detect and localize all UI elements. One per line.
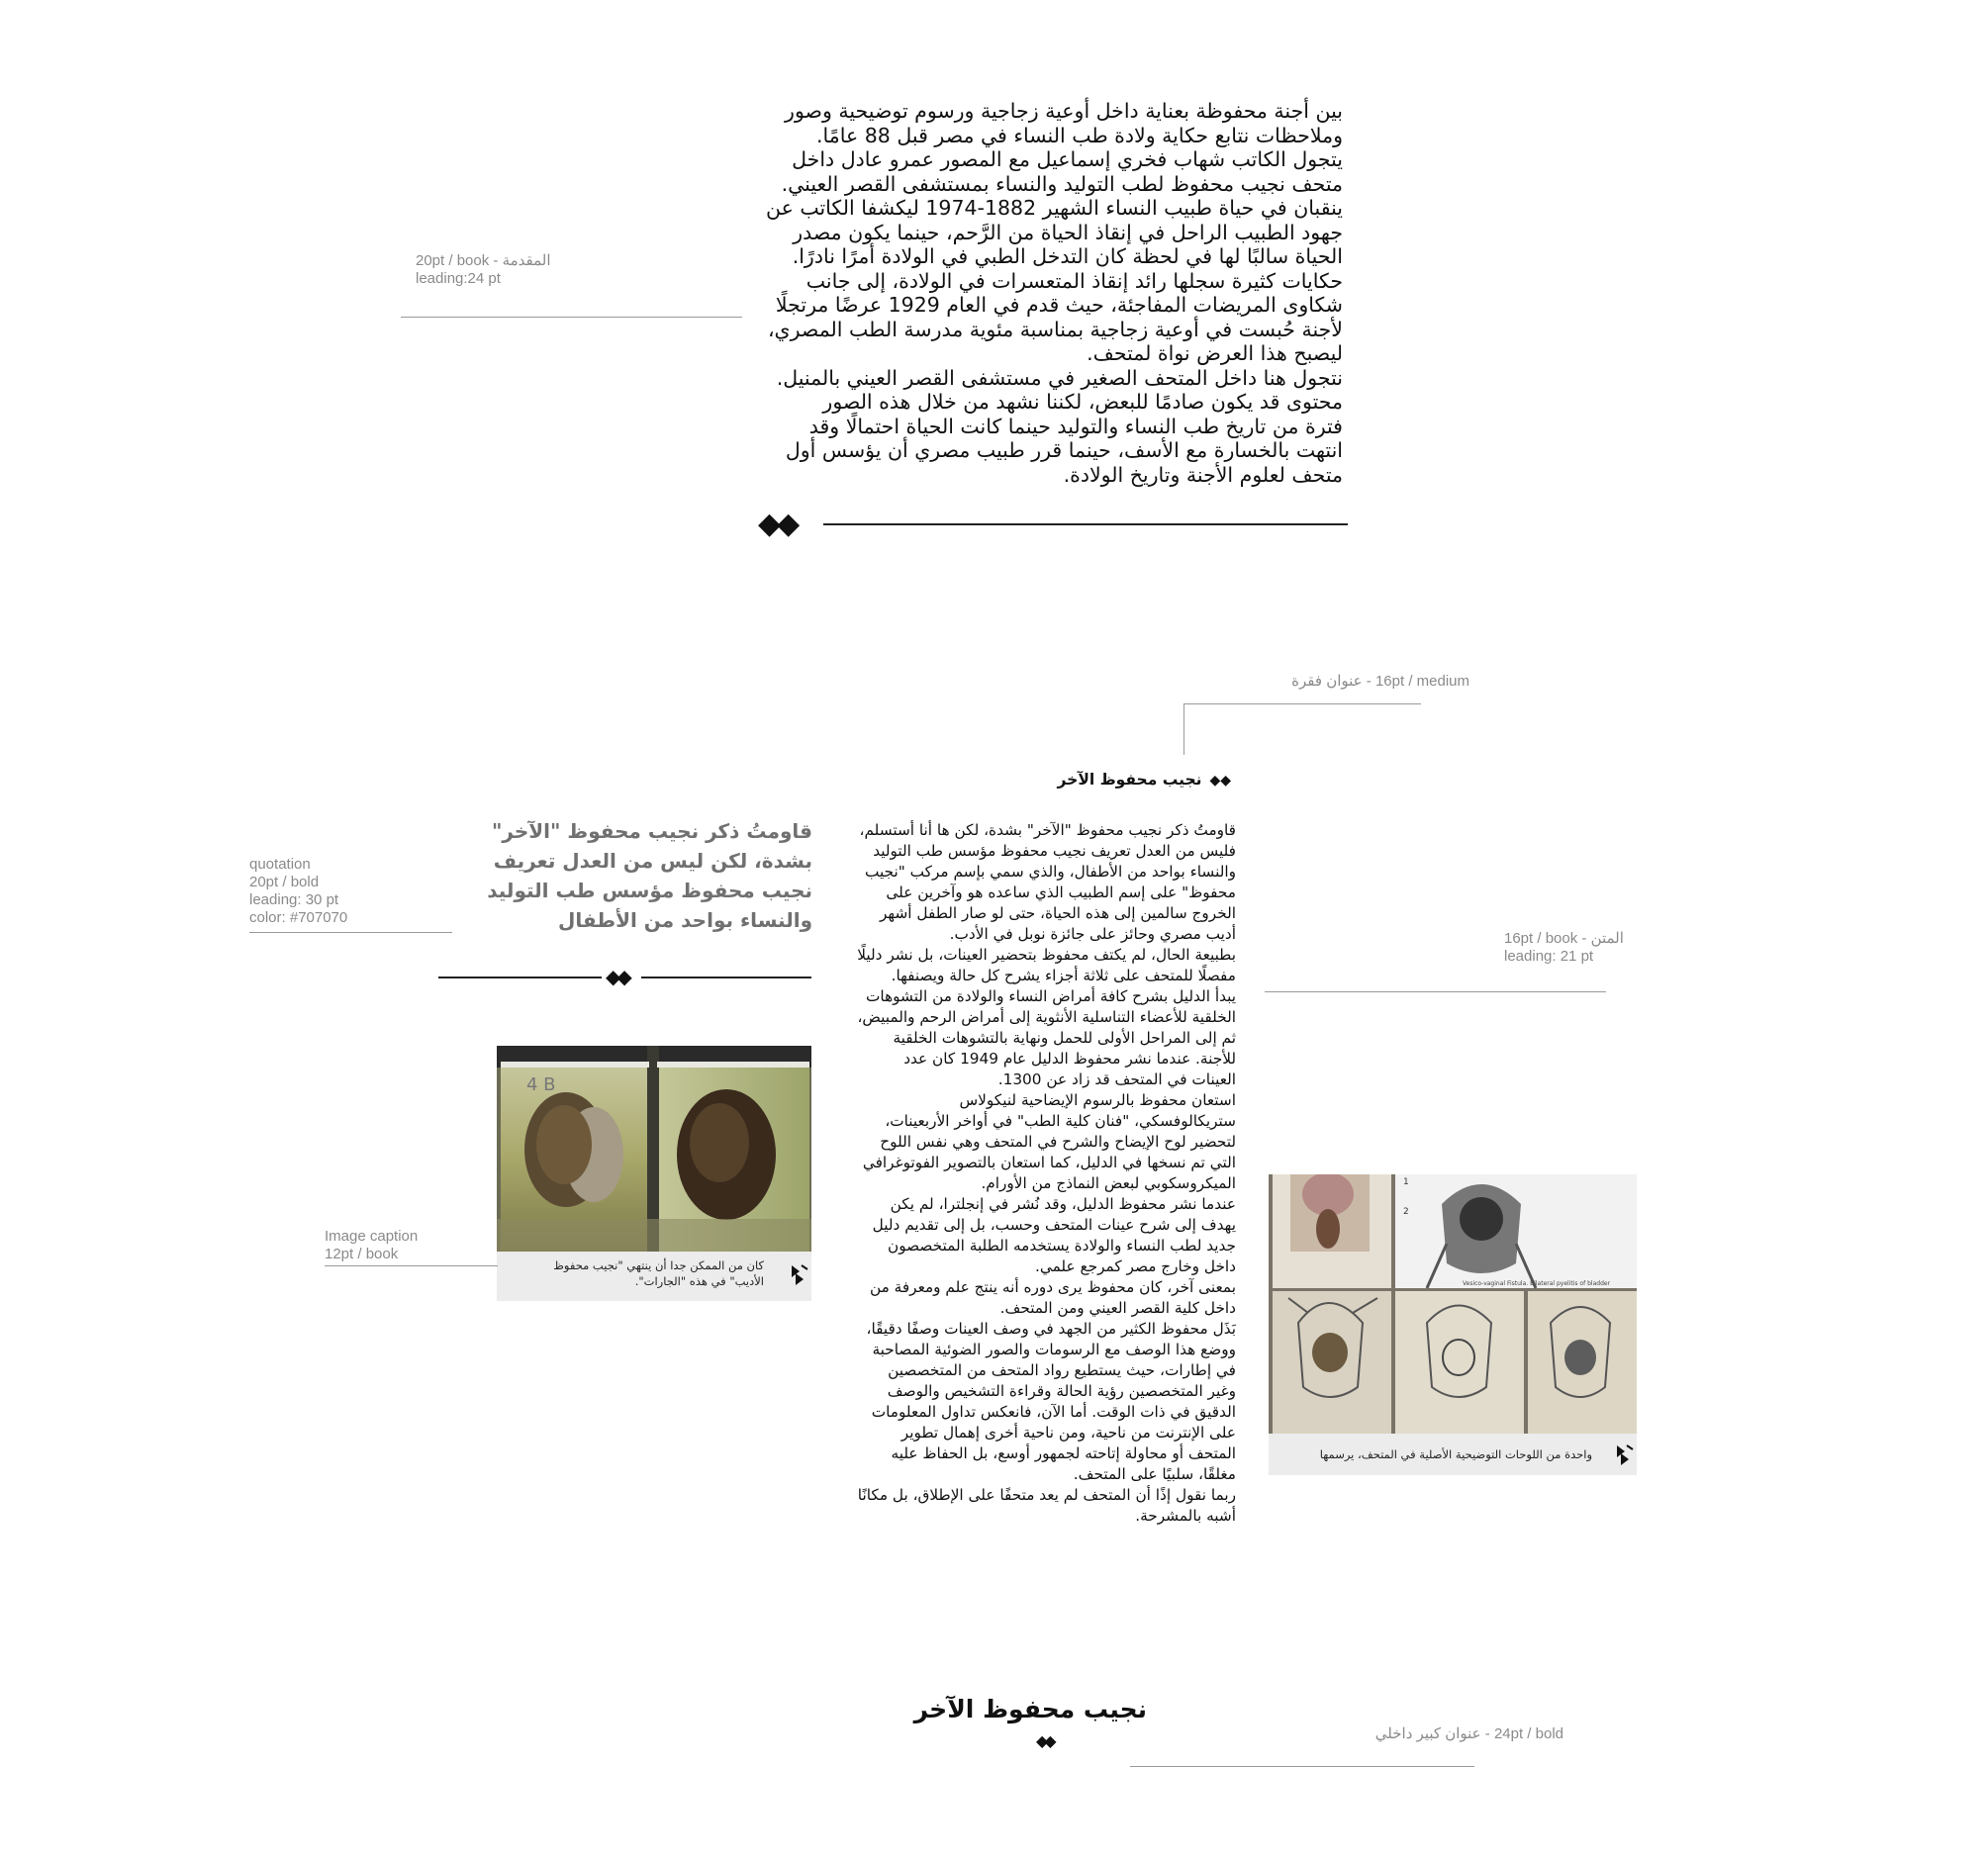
caption-note-line1: Image caption (325, 1228, 419, 1245)
quotation-note-line2: 20pt / bold (249, 874, 320, 890)
intro-line: بين أجنة محفوظة بعناية داخل أوعية زجاجية ورسوم توضيحية وصور (785, 99, 1343, 123)
quotation-note-line3: leading: 30 pt (249, 891, 339, 908)
quote-diamond-ornament: ◆◆ (606, 965, 628, 988)
subhead-title: نجيب محفوظ الآخر (1057, 771, 1202, 789)
big-heading-diamond-ornament: ◆◆ (1036, 1731, 1053, 1750)
intro-note-line2: leading:24 pt (416, 270, 501, 287)
quote-divider-right (641, 977, 811, 978)
body-paragraph: قاومتُ ذكر نجيب محفوظ "الآخر" بشدة، لكن ها أنا أستسلم، فليس من العدل تعريف نجيب محفوظ مؤسس طب التوليد والنساء بواحد من الأطفال، والذي سمي بإسم مركب "نجيب محفوظ" على إسم الطبيب الذي ساعده هو وآخرين على الخروج سالمين إلى هذه الحياة، حتى لو صار الطفل أشهر أديب مصري وحائز على جائزة نوبل في الأدب. (859, 821, 1236, 943)
caption-note-line2: 12pt / book (325, 1246, 399, 1262)
illustration-plates-photo (1269, 1174, 1637, 1434)
right-image-caption: واحدة من اللوحات التوضيحية الأصلية في المتحف، يرسمها (1319, 1447, 1592, 1461)
subhead-title-row (974, 770, 1231, 791)
brand-logo-icon (1615, 1443, 1635, 1465)
body-paragraph: بمعنى آخر، كان محفوظ يرى دوره أنه ينتج علم ومعرفة من داخل كلية القصر العيني ومن المتحف. (869, 1278, 1236, 1317)
big-heading-note-text: 24pt / bold - عنوان كبير داخلي (1374, 1725, 1563, 1742)
intro-divider (823, 523, 1348, 525)
intro-line: متحف لعلوم الأجنة وتاريخ الولادة. (1063, 462, 1343, 487)
intro-line: ينقبان في حياة طبيب النساء الشهير 1882-1974 ليكشفا الكاتب عن (765, 196, 1343, 220)
quotation-note-line4: color: #707070 (249, 909, 348, 926)
caption-note-rule (325, 1265, 498, 1266)
quote-divider-left (438, 977, 602, 978)
plate-label: Vesico-vaginal Fistula. Bilateral pyelitis of bladder (1463, 1280, 1611, 1287)
intro-diamond-ornament: ◆◆ (758, 507, 797, 541)
intro-line: جهود الطبيب الراحل في إنقاذ الحياة من الرَّحم، حينما يكون مصدر (793, 220, 1343, 244)
subhead-note-rule (1183, 703, 1421, 704)
quotation-note-line1: quotation (249, 856, 311, 873)
body-paragraph: بطبيعة الحال، لم يكتف محفوظ بتحضير العينات، بل نشر دليلًا مفصلًا للمتحف على ثلاثة أجزاء يشرح كل حالة ويصنفها. (857, 946, 1236, 984)
intro-line: شكاوى المريضات المفاجئة، حيث قدم في العام 1929 عرضًا مرتجلًا (775, 293, 1343, 317)
body-paragraph: يبدأ الدليل بشرح كافة أمراض النساء والولادة من التشوهات الخلقية للأعضاء التناسلية الأنثوية إلى أمراض الرحم والمبيض، ثم إلى المراحل الأولى للحمل ونهاية بالتشوهات الخلقية للأجنة. عندما نشر محفوظ الدليل عام 1949 كان عدد العينات في المتحف قد زاد عن 1300. (857, 987, 1236, 1088)
intro-line: ليصبح هذا العرض نواة لمتحف. (1087, 341, 1343, 365)
quotation-style-note (249, 856, 347, 927)
body-text (855, 820, 1236, 1527)
svg-text:2: 2 (1403, 1207, 1409, 1217)
body-style-note (1504, 930, 1624, 966)
subhead-note-text: 16pt / medium - عنوان فقرة (1291, 673, 1469, 690)
intro-note-line1: 20pt / book - المقدمة (416, 252, 551, 269)
specimen-jars-photo (497, 1046, 811, 1252)
intro-note-rule (401, 317, 742, 318)
body-note-rule (1265, 991, 1606, 992)
subhead-style-note (1187, 673, 1469, 691)
intro-line: وملاحظات نتابع حكاية ولادة طب النساء في مصر قبل 88 عامًا. (816, 123, 1343, 147)
intro-line: لأجنة حُبست في أوعية زجاجية بمناسبة مئوية مدرسة الطب المصري، (767, 317, 1343, 341)
big-heading-note-rule (1130, 1766, 1474, 1767)
intro-style-note (416, 252, 551, 288)
intro-line: فترة من تاريخ طب النساء والتوليد حينما كانت الحياة احتمالًا وقد (808, 414, 1343, 438)
caption-style-note (325, 1228, 418, 1263)
big-heading: نجيب محفوظ الآخر (913, 1695, 1147, 1723)
svg-text:1: 1 (1403, 1177, 1409, 1187)
subhead-leader-line (1183, 703, 1184, 755)
big-heading-style-note (1286, 1725, 1563, 1743)
intro-line: نتجول هنا داخل المتحف الصغير في مستشفى القصر العيني بالمنيل. (776, 365, 1343, 390)
pull-quote: قاومتُ ذكر نجيب محفوظ "الآخر" بشدة، لكن ليس من العدل تعريف نجيب محفوظ مؤسس طب التوليد والنساء بواحد من الأطفال (487, 819, 812, 932)
intro-line: الحياة سالبًا لها في لحظة كان التدخل الطبي في الولادة أمرًا نادرًا. (792, 244, 1343, 268)
intro-line: محتوى قد يكون صادمًا للبعض، لكننا نشهد من خلال هذه الصور (822, 390, 1343, 414)
intro-paragraph (729, 99, 1343, 487)
brand-logo-icon (790, 1263, 809, 1285)
quotation-note-rule (249, 932, 452, 933)
body-note-line2: leading: 21 pt (1504, 948, 1594, 965)
jar-label: 4 B (526, 1074, 556, 1095)
body-note-line1: 16pt / book - المتن (1504, 930, 1624, 947)
intro-line: متحف نجيب محفوظ لطب التوليد والنساء بمستشفى القصر العيني. (781, 171, 1343, 196)
left-image-caption: كان من الممكن جدا أن ينتهي "نجيب محفوظ الأديب" في هذه "الجارات". (553, 1258, 764, 1288)
intro-line: يتجول الكاتب شهاب فخري إسماعيل مع المصور عمرو عادل داخل (792, 147, 1343, 171)
subhead-diamond-ornament: ◆◆ (1209, 773, 1231, 789)
body-paragraph: عندما نشر محفوظ الدليل، وقد نُشر في إنجلترا، لم يكن يهدف إلى شرح عينات المتحف وحسب، بل إلى تقديم دليل جديد لطب النساء والولادة يستخدمه الطلبة المتخصصون داخل وخارج مصر كمرجع علمي. (872, 1195, 1236, 1275)
intro-line: حكايات كثيرة سجلها رائد إنقاذ المتعسرات في الولادة، إلى جانب (805, 268, 1343, 293)
body-paragraph: استعان محفوظ بالرسوم الإيضاحية لنيكولاس ستريكالوفسكي، "فنان كلية الطب" في أواخر الأربعينات، لتحضير لوح الإيضاح والشرح في المتحف وهي نفس اللوح التي تم نسخها في الدليل، كما استعان بالتصوير الفوتوغرافي الميكروسكوبي لبعض النماذج من الأورام. (862, 1091, 1236, 1192)
body-paragraph: بَذَل محفوظ الكثير من الجهد في وصف العينات وصفًا دقيقًا، ووضع هذا الوصف مع الرسومات والصور الضوئية المصاحبة في إطارات، حيث يستطيع رواد المتحف من المتخصصين وغير المتخصصين رؤية الحالة وقراءة التشخيص والوصف الدقيق في ذات الوقت. أما الآن، فانعكس تداول المعلومات على الإنترنت من ناحية، ومن ناحية أخرى إهمال تطوير المتحف أو محاولة إتاحته لجمهور أوسع، بل الحفاظ عليه مغلقًا، سلبيًا على المتحف. (866, 1320, 1236, 1483)
intro-line: انتهت بالخسارة مع الأسف، حينما قرر طبيب مصري أن يؤسس أول (785, 438, 1343, 462)
body-paragraph: ربما نقول إذًا أن المتحف لم يعد متحفًا على الإطلاق، بل مكانًا أشبه بالمشرحة. (857, 1486, 1236, 1525)
